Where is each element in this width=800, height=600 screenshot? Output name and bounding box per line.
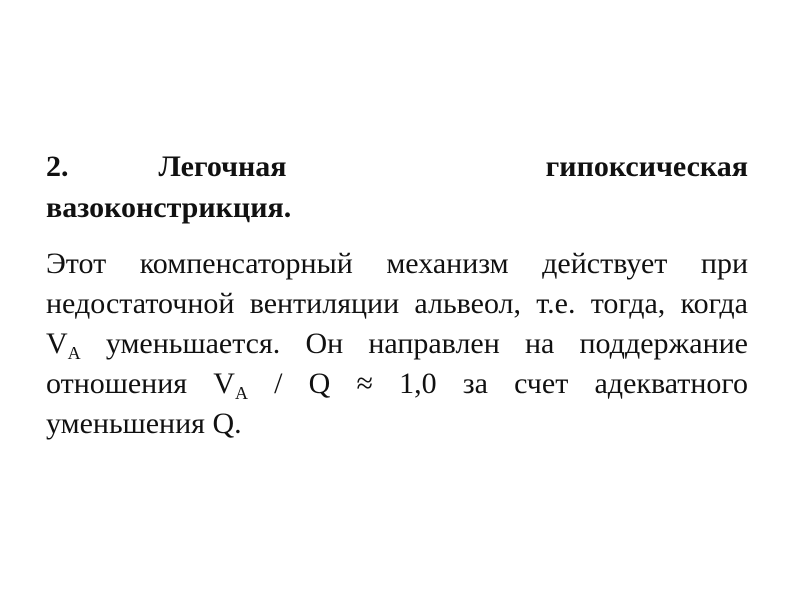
paragraph-text-1: Этот компенсаторный механизм действует при недостаточной вентиляции альвеол, т.е. тогда, когда V [46,247,748,360]
subscript-a-2: A [234,383,248,403]
body-paragraph [46,244,748,444]
slide-content [46,146,748,444]
subscript-a-1: A [67,343,81,363]
section-heading [46,146,748,228]
paragraph-text-2: уменьшается. Он направлен на поддержание отношения V [46,327,748,400]
paragraph-text-3: / Q ≈ 1,0 за счет адекватного уменьшения Q. [46,367,748,440]
section-number: 2. [46,150,69,183]
section-title: Легочная гипоксическая вазоконстрикция. [46,150,748,224]
